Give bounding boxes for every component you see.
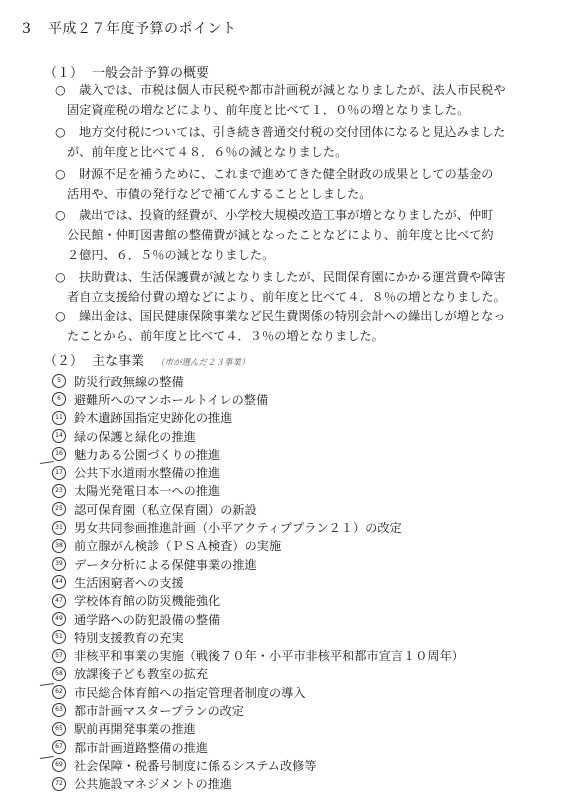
list-item: 39 データ分析による保健事業の推進 — [52, 555, 464, 573]
circled-number: 31 — [52, 521, 66, 535]
circled-number: 5 — [52, 374, 66, 388]
list-item: 69 社会保障・税番号制度に係るシステム改修等 — [52, 756, 464, 774]
circled-number: 47 — [52, 594, 66, 608]
circled-number: 65 — [52, 722, 66, 736]
circled-number: 25 — [52, 502, 66, 516]
list-item: 57 非核平和事業の実施（戦後７０年・小平市非核平和都市宣言１０周年） — [52, 646, 464, 664]
section-heading — [22, 18, 237, 38]
list-item: 17 公共下水道雨水整備の推進 — [52, 463, 464, 481]
list-item: 63 都市計画マスタープランの改定 — [52, 701, 464, 719]
circled-number: 57 — [52, 649, 66, 663]
bullet-mark: ○ — [55, 270, 66, 284]
circled-number: 62 — [52, 685, 66, 699]
list-item: 62 市民総合体育館への指定管理者制度の導入 — [52, 683, 464, 701]
subheading-title: 主な事業 — [92, 354, 145, 369]
bullet-mark: ○ — [55, 83, 66, 97]
circled-number: 58 — [52, 667, 66, 681]
heading-number: 3 — [22, 21, 32, 37]
subheading-title: 一般会計予算の概要 — [92, 66, 210, 81]
circled-number: 49 — [52, 612, 66, 626]
list-item: 14 緑の保護と緑化の推進 — [52, 427, 464, 445]
bullet-mark: ○ — [55, 167, 66, 181]
paragraph-local-tax: ○ 地方交付税については、引き続き普通交付税の交付団体になると見込みました が、前年度と比べて４８．６％の減となりました。 — [55, 122, 530, 162]
list-item: 51 特別支援教育の充実 — [52, 628, 464, 646]
list-item: 44 生活困窮者への支援 — [52, 573, 464, 591]
list-item: 6 避難所へのマンホールトイレの整備 — [52, 390, 464, 408]
circled-number: 6 — [52, 392, 66, 406]
paragraph-expenditure: ○ 歳出では、投資的経費が、小学校大規模改造工事が増となりましたが、仲町 公民館・仲町図書館の整備費が減となったことなどにより、前年度と比べて約 ２億円、６．５％の減となりました。 — [55, 205, 530, 265]
heading-title: 平成２７年度予算のポイント — [48, 21, 237, 37]
circled-number: 23 — [52, 484, 66, 498]
project-list — [52, 372, 464, 793]
circled-number: 51 — [52, 630, 66, 644]
list-item: 16 魅力ある公園づくりの推進 — [52, 445, 464, 463]
bullet-mark: ○ — [55, 125, 66, 139]
list-item: 38 前立腺がん検診（ＰＳＡ検査）の実施 — [52, 537, 464, 555]
list-item: 65 駅前再開発事業の推進 — [52, 720, 464, 738]
subheading-general-budget — [44, 62, 209, 81]
circled-number: 38 — [52, 539, 66, 553]
subheading-number: （１） — [44, 66, 84, 81]
list-item: 47 学校体育館の防災機能強化 — [52, 592, 464, 610]
paragraph-revenue: ○ 歳入では、市税は個人市民税や都市計画税が減となりましたが、法人市民税や 固定資産税の増などにより、前年度と比べて１．０％の増となりました。 — [55, 80, 530, 120]
paragraph-deficit: ○ 財源不足を補うために、これまで進めてきた健全財政の成果としての基金の 活用や、市債の発行などで補てんすることとしました。 — [55, 164, 530, 204]
list-item: 25 認可保育園（私立保育園）の新設 — [52, 500, 464, 518]
circled-number: 63 — [52, 703, 66, 717]
list-item: 31 男女共同参画推進計画（小平アクティブプラン２１）の改定 — [52, 518, 464, 536]
list-item: 49 通学路への防犯設備の整備 — [52, 610, 464, 628]
bullet-mark: ○ — [55, 208, 66, 222]
list-item: 23 太陽光発電日本一への推進 — [52, 482, 464, 500]
bullet-mark: ○ — [55, 309, 66, 323]
circled-number: 67 — [52, 740, 66, 754]
circled-number: 69 — [52, 758, 66, 772]
subheading-number: （２） — [44, 354, 84, 369]
circled-number: 72 — [52, 777, 66, 791]
list-item: 5 防災行政無線の整備 — [52, 372, 464, 390]
handwritten-note: （市が選んだ２３事業） — [156, 358, 250, 368]
list-item: 58 放課後子ども教室の拡充 — [52, 665, 464, 683]
circled-number: 11 — [52, 411, 66, 425]
circled-number: 39 — [52, 557, 66, 571]
list-item: 72 公共施設マネジメントの推進 — [52, 775, 464, 793]
circled-number: 17 — [52, 466, 66, 480]
paragraph-transfers: ○ 繰出金は、国民健康保険事業など民生費関係の特別会計への繰出しが増となっ たことから、前年度と比べて４．３％の増となりました。 — [55, 306, 530, 346]
circled-number: 44 — [52, 575, 66, 589]
subheading-main-projects — [44, 350, 250, 369]
circled-number: 16 — [52, 447, 66, 461]
list-item: 67 都市計画道路整備の推進 — [52, 738, 464, 756]
paragraph-welfare: ○ 扶助費は、生活保護費が減となりましたが、民間保育園にかかる運営費や障害 者自立支援給付費の増などにより、前年度と比べて４．８％の増となりました。 — [55, 267, 530, 307]
circled-number: 14 — [52, 429, 66, 443]
list-item: 11 鈴木遺跡国指定史跡化の推進 — [52, 409, 464, 427]
